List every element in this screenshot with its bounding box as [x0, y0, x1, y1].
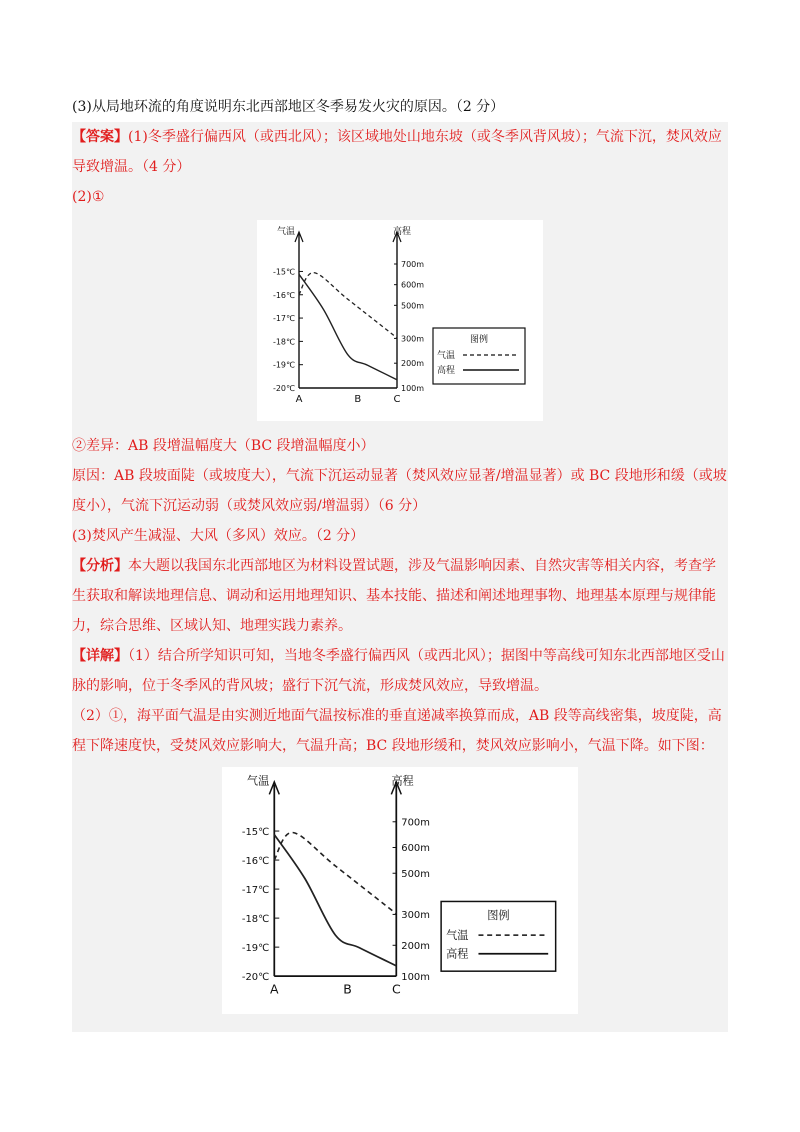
y-left-tick-label: -15℃ — [241, 826, 270, 838]
chart-2-svg — [222, 767, 578, 1003]
answer-part1 — [72, 122, 728, 182]
analysis-label: 【分析】 — [72, 558, 128, 574]
x-tick-label: B — [343, 981, 352, 997]
chart-1 — [257, 220, 543, 421]
y-left-label: 气温 — [277, 227, 296, 237]
y-right-tick-label: 200m — [401, 941, 430, 953]
y-left-tick-label: -20℃ — [241, 971, 270, 983]
chart-1-wrap — [72, 212, 728, 431]
y-left-tick-label: -20℃ — [272, 384, 295, 393]
chart-2-wrap — [72, 761, 728, 1032]
y-right-tick-label: 500m — [401, 301, 425, 311]
answer-diff: ②差异：AB 段增温幅度大（BC 段增温幅度小） — [72, 438, 375, 454]
y-left-tick-label: -15℃ — [272, 267, 295, 277]
answer-part3: (3)焚风产生减湿、大风（多风）效应。（2 分） — [72, 528, 365, 544]
legend-title: 图例 — [487, 908, 510, 922]
answer-part2-label: (2)① — [72, 189, 105, 205]
y-right-tick-label: 700m — [401, 260, 425, 269]
legend-temp-label: 气温 — [446, 928, 469, 942]
y-left-label: 气温 — [246, 774, 270, 788]
y-right-tick-label: 300m — [401, 910, 430, 922]
answer-label: 【答案】 — [72, 129, 128, 145]
analysis-paragraph — [72, 551, 728, 641]
legend-temp-label: 气温 — [437, 351, 456, 361]
answer-part1-text: (1)冬季盛行偏西风（或西北风）；该区域地处山地东坡（或冬季风背风坡）；气流下沉，焚风效应导致增温。（4 分） — [72, 129, 722, 175]
y-left-tick-label: -19℃ — [241, 942, 270, 954]
y-left-tick-label: -16℃ — [241, 855, 270, 867]
y-left-tick-label: -16℃ — [272, 290, 295, 300]
y-right-tick-label: 200m — [401, 359, 425, 369]
x-tick-label: C — [393, 394, 401, 405]
detail-p2: （2）①，海平面气温是由实测近地面气温按标准的垂直递减率换算而成，AB 段等高线密集，坡度陡，高程下降速度快，受焚风效应影响大，气温升高；BC 段地形缓和，焚风效应影响小，气温下降。如下图： — [72, 708, 722, 754]
x-tick-label: A — [270, 981, 279, 997]
y-left-tick-label: -17℃ — [241, 884, 270, 896]
answer-reason: 原因：AB 段坡面陡（或坡度大），气流下沉运动显著（焚风效应显著/增温显著）或 BC 段地形和缓（或坡度小），气流下沉运动弱（或焚风效应弱/增温弱）（6 分） — [72, 468, 727, 514]
x-tick-label: A — [295, 394, 303, 405]
y-left-tick-label: -17℃ — [272, 314, 295, 324]
y-right-tick-label: 100m — [401, 384, 425, 393]
y-right-tick-label: 600m — [401, 843, 430, 855]
x-tick-label: C — [391, 981, 401, 997]
y-left-tick-label: -18℃ — [272, 337, 295, 347]
y-right-tick-label: 700m — [401, 817, 430, 829]
y-right-tick-label: 100m — [401, 971, 430, 983]
chart-1-svg — [257, 220, 543, 410]
chart-2 — [222, 767, 578, 1014]
question-3: (3)从局地环流的角度说明东北西部地区冬季易发火灾的原因。（2 分） — [72, 99, 505, 115]
detail-p1 — [72, 641, 728, 701]
y-left-tick-label: -18℃ — [241, 913, 270, 925]
detail-label: 【详解】 — [72, 648, 128, 664]
document-body — [72, 92, 728, 1032]
y-left-tick-label: -19℃ — [272, 360, 295, 370]
x-tick-label: B — [354, 394, 362, 405]
y-right-tick-label: 500m — [401, 868, 430, 880]
y-right-label: 高程 — [393, 227, 412, 237]
answer-block — [72, 122, 728, 1032]
analysis-text: 本大题以我国东北西部地区为材料设置试题，涉及气温影响因素、自然灾害等相关内容，考查学生获取和解读地理信息、调动和运用地理知识、基本技能、描述和阐述地理事物、地理基本原理与规律能力，综合思维、区域认知、地理实践力素养。 — [72, 558, 716, 634]
legend-elev-label: 高程 — [446, 947, 469, 961]
legend-elev-label: 高程 — [437, 366, 456, 376]
legend-title: 图例 — [469, 335, 489, 345]
y-right-tick-label: 600m — [401, 280, 425, 290]
y-right-tick-label: 300m — [401, 334, 425, 344]
detail-p1-text: （1）结合所学知识可知，当地冬季盛行偏西风（或西北风）；据图中等高线可知东北西部地区受山脉的影响，位于冬季风的背风坡；盛行下沉气流，形成焚风效应，导致增温。 — [72, 648, 725, 694]
y-right-label: 高程 — [391, 774, 414, 788]
